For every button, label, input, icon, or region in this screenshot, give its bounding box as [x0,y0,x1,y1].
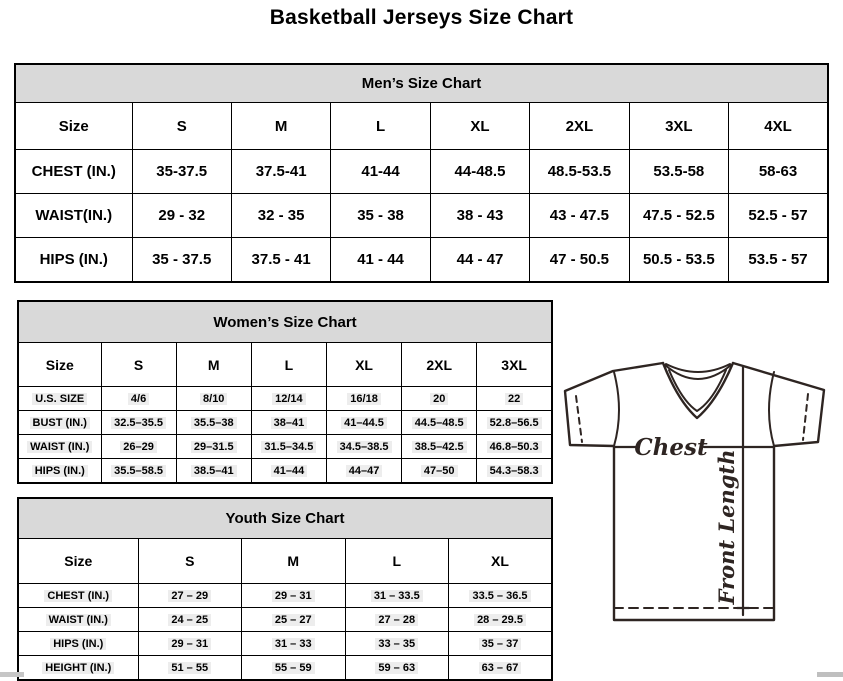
table-row [18,608,552,632]
row-label [18,632,138,656]
size-value: 16/18 [347,393,381,405]
scrollbar-fragment-left[interactable] [0,672,24,677]
row-label: WAIST(IN.) [15,194,132,238]
row-label [18,459,101,484]
size-cell [345,608,449,632]
row-label-text: WAIST (IN.) [27,441,92,453]
size-value: 44–47 [346,465,383,477]
size-value: 35 – 37 [479,638,522,650]
jersey-cuff-dash-left [576,396,582,442]
jersey-outline-shape [565,363,824,620]
jersey-collar-back-arc [666,364,730,372]
size-cell [449,632,553,656]
size-value: 52.8–56.5 [487,417,542,429]
row-label: HIPS (IN.) [15,238,132,283]
womens-header-row [18,343,552,387]
youth-table-title: Youth Size Chart [18,498,552,539]
size-cell [477,387,552,411]
size-cell [251,459,326,484]
size-cell [477,411,552,435]
table-row [18,435,552,459]
column-header: XL [449,539,553,584]
size-value: 63 – 67 [479,662,522,674]
mens-size-table [14,63,829,283]
column-header: XL [326,343,401,387]
row-label [18,584,138,608]
size-cell: 47.5 - 52.5 [629,194,728,238]
size-value: 31 – 33.5 [371,590,423,602]
size-cell: 35-37.5 [132,150,231,194]
size-cell: 35 - 38 [331,194,430,238]
table-row [15,238,828,283]
size-value: 22 [505,393,523,405]
size-cell: 50.5 - 53.5 [629,238,728,283]
size-cell: 29 - 32 [132,194,231,238]
size-cell [449,608,553,632]
table-row [18,632,552,656]
size-cell [176,435,251,459]
size-value: 31 – 33 [272,638,315,650]
row-label [18,411,101,435]
size-value: 8/10 [200,393,227,405]
size-cell: 37.5 - 41 [231,238,330,283]
size-value: 27 – 28 [375,614,418,626]
size-value: 27 – 29 [168,590,211,602]
column-header: 3XL [629,103,728,150]
jersey-seam-right [769,372,774,446]
size-value: 24 – 25 [168,614,211,626]
table-row [15,150,828,194]
table-row [18,584,552,608]
size-value: 51 – 55 [168,662,211,674]
size-value: 47–50 [421,465,458,477]
table-row [15,194,828,238]
size-value: 46.8–50.3 [487,441,542,453]
size-cell [326,411,401,435]
mens-header-row [15,103,828,150]
jersey-seam-left [614,372,619,446]
page-title: Basketball Jerseys Size Chart [269,6,574,29]
column-header: L [331,103,430,150]
size-cell [176,387,251,411]
jersey-diagram [556,356,840,632]
row-label [18,435,101,459]
size-cell [242,584,346,608]
table-row [18,459,552,484]
size-cell [251,387,326,411]
size-cell [251,411,326,435]
column-header: L [251,343,326,387]
size-cell: 48.5-53.5 [530,150,629,194]
row-label-text: U.S. SIZE [32,393,87,405]
size-value: 38.5–41 [191,465,237,477]
column-header: Size [18,343,101,387]
size-cell: 38 - 43 [430,194,529,238]
column-header: 3XL [477,343,552,387]
size-value: 54.3–58.3 [487,465,542,477]
size-value: 35.5–38 [191,417,237,429]
size-cell [477,435,552,459]
row-label-text: CHEST (IN.) [44,590,112,602]
scrollbar-fragment-right[interactable] [817,672,843,677]
size-cell [176,459,251,484]
row-label [18,608,138,632]
row-label-text: WAIST (IN.) [46,614,111,626]
size-cell [176,411,251,435]
row-label-text: HIPS (IN.) [50,638,106,650]
size-cell [251,435,326,459]
size-cell: 43 - 47.5 [530,194,629,238]
size-value: 28 – 29.5 [474,614,526,626]
size-value: 32.5–35.5 [111,417,166,429]
size-value: 29–31.5 [191,441,237,453]
size-cell: 47 - 50.5 [530,238,629,283]
size-cell: 44 - 47 [430,238,529,283]
size-cell [326,387,401,411]
youth-header-row [18,539,552,584]
column-header: 4XL [729,103,828,150]
size-value: 34.5–38.5 [337,441,392,453]
size-cell [101,459,176,484]
size-value: 31.5–34.5 [261,441,316,453]
size-value: 44.5–48.5 [412,417,467,429]
size-cell: 32 - 35 [231,194,330,238]
column-header: Size [18,539,138,584]
size-value: 41–44.5 [341,417,387,429]
size-cell: 53.5 - 57 [729,238,828,283]
column-header: Size [15,103,132,150]
size-cell [326,459,401,484]
column-header: S [138,539,242,584]
column-header: 2XL [530,103,629,150]
size-value: 33 – 35 [375,638,418,650]
size-cell [449,584,553,608]
size-value: 55 – 59 [272,662,315,674]
jersey-cuff-dash-right [803,394,808,440]
size-cell: 35 - 37.5 [132,238,231,283]
jersey-collar-inner-v [669,370,726,411]
size-cell [402,387,477,411]
column-header: M [176,343,251,387]
size-cell [402,411,477,435]
size-value: 26–29 [120,441,157,453]
size-value: 12/14 [272,393,306,405]
size-cell: 41-44 [331,150,430,194]
row-label [18,656,138,681]
size-cell [345,656,449,681]
size-value: 4/6 [128,393,149,405]
row-label-text: HIPS (IN.) [32,465,88,477]
size-cell [449,656,553,681]
size-cell [138,608,242,632]
column-header: L [345,539,449,584]
chest-label: Chest [634,434,708,461]
size-value: 20 [430,393,448,405]
size-cell: 52.5 - 57 [729,194,828,238]
row-label: CHEST (IN.) [15,150,132,194]
size-cell [242,608,346,632]
size-value: 29 – 31 [168,638,211,650]
table-row [18,411,552,435]
size-cell: 53.5-58 [629,150,728,194]
size-cell: 44-48.5 [430,150,529,194]
size-cell [402,435,477,459]
size-cell [242,656,346,681]
size-cell: 37.5-41 [231,150,330,194]
size-value: 59 – 63 [375,662,418,674]
size-value: 33.5 – 36.5 [469,590,530,602]
row-label-text: HEIGHT (IN.) [42,662,114,674]
size-cell: 58-63 [729,150,828,194]
row-label-text: BUST (IN.) [30,417,90,429]
size-cell [138,656,242,681]
column-header: M [242,539,346,584]
size-cell [242,632,346,656]
column-header: XL [430,103,529,150]
column-header: S [101,343,176,387]
size-cell [477,459,552,484]
size-value: 35.5–58.5 [111,465,166,477]
womens-size-table [17,300,553,484]
size-cell [101,387,176,411]
mens-table-title: Men’s Size Chart [15,64,828,103]
size-cell [101,435,176,459]
row-label [18,387,101,411]
size-value: 41–44 [271,465,308,477]
size-cell [101,411,176,435]
size-cell [138,632,242,656]
womens-table-title: Women’s Size Chart [18,301,552,343]
size-cell: 41 - 44 [331,238,430,283]
size-cell [345,584,449,608]
size-value: 29 – 31 [272,590,315,602]
table-row [18,656,552,681]
youth-size-table [17,497,553,681]
column-header: 2XL [402,343,477,387]
column-header: S [132,103,231,150]
size-cell [326,435,401,459]
size-value: 38–41 [271,417,308,429]
column-header: M [231,103,330,150]
size-cell [402,459,477,484]
front-length-label: Front Length [714,449,739,605]
size-value: 25 – 27 [272,614,315,626]
size-cell [345,632,449,656]
size-cell [138,584,242,608]
size-value: 38.5–42.5 [412,441,467,453]
table-row [18,387,552,411]
